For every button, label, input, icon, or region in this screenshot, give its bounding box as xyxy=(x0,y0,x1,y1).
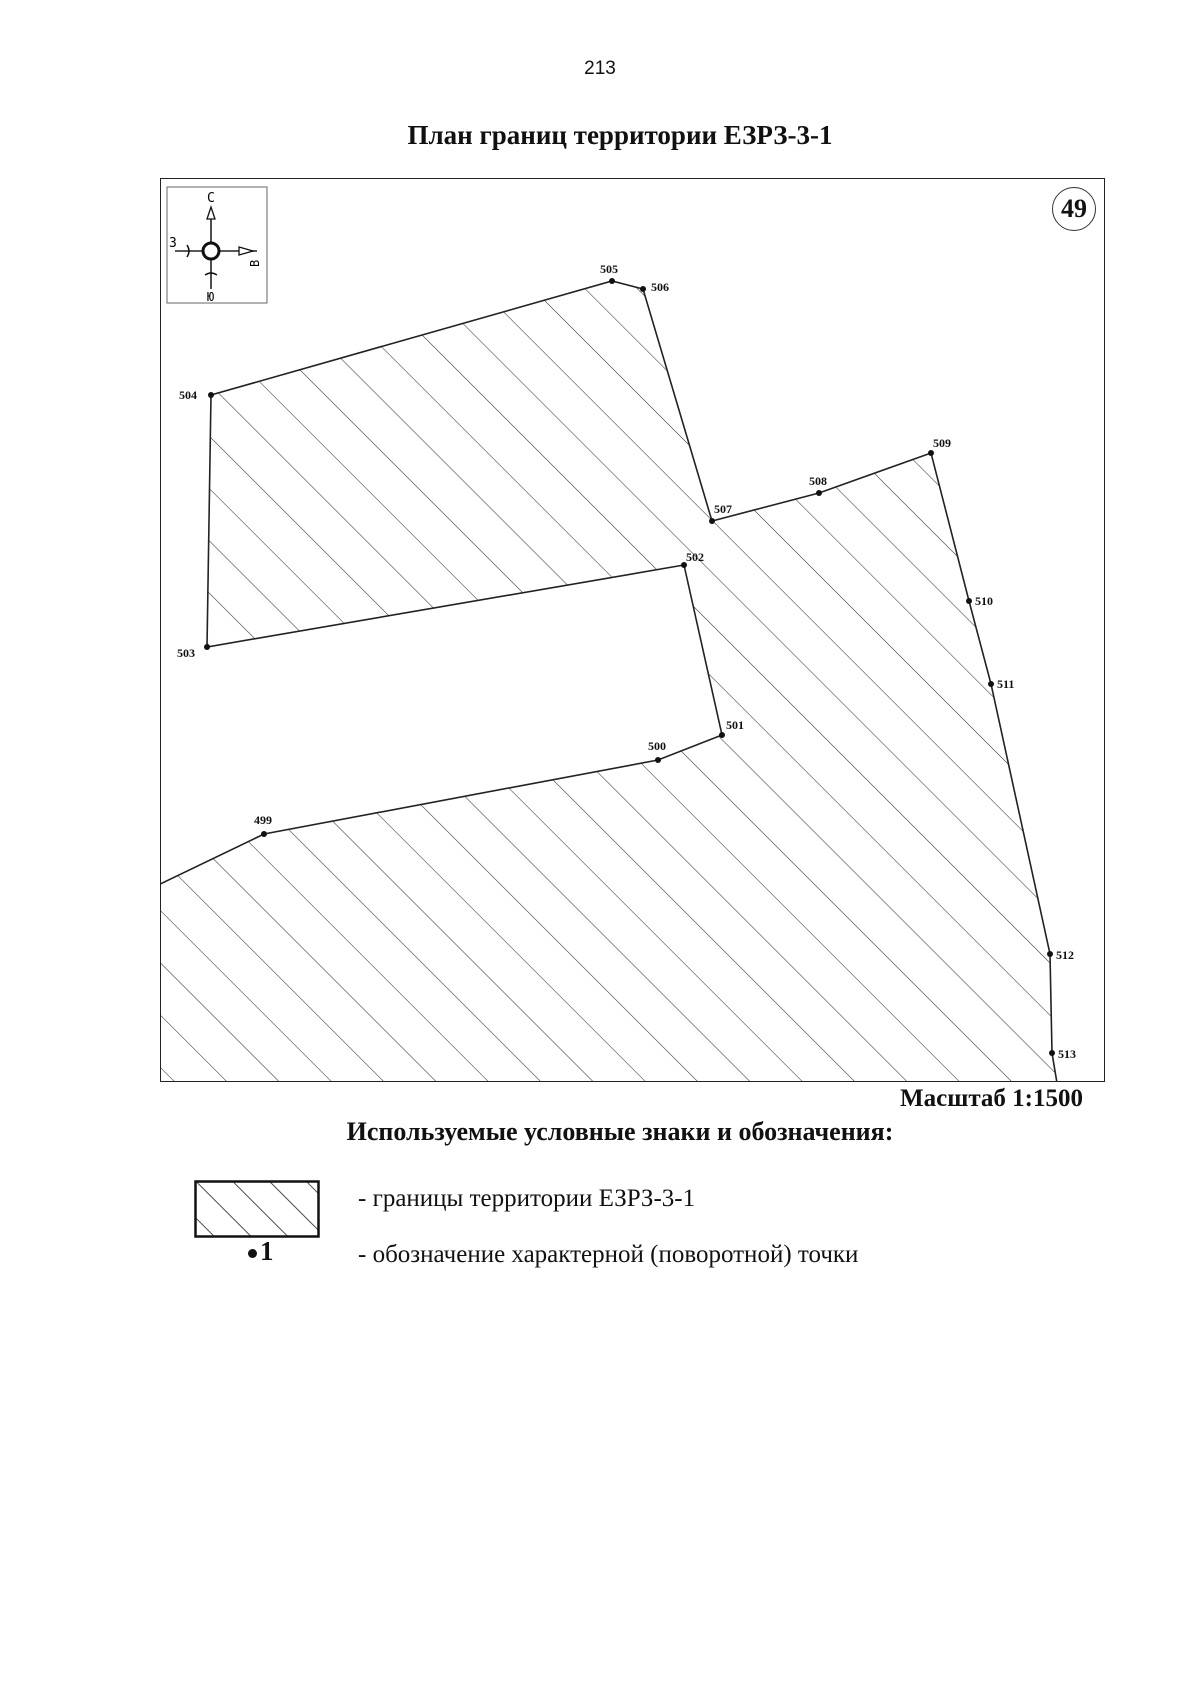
boundary-point-label-500: 500 xyxy=(648,739,666,753)
boundary-point-509 xyxy=(928,450,934,456)
boundary-point-510 xyxy=(966,598,972,604)
boundary-point-label-504: 504 xyxy=(179,388,197,402)
point-dot-icon xyxy=(248,1249,257,1258)
boundary-point-label-501: 501 xyxy=(726,718,744,732)
boundary-point-503 xyxy=(204,644,210,650)
boundary-point-label-499: 499 xyxy=(254,813,272,827)
sheet-number-badge: 49 xyxy=(1052,187,1096,231)
boundary-point-505 xyxy=(609,278,615,284)
boundary-point-label-509: 509 xyxy=(933,436,951,450)
boundary-point-513 xyxy=(1049,1050,1055,1056)
territory-hatched-area xyxy=(161,281,1058,1082)
boundary-point-507 xyxy=(709,518,715,524)
boundary-point-label-506: 506 xyxy=(651,280,669,294)
map-scale: Масштаб 1:1500 xyxy=(900,1085,1083,1112)
compass-south-label: Ю xyxy=(207,290,215,304)
legend-item-boundary: - границы территории ЕЗРЗ-3-1 xyxy=(358,1185,696,1212)
boundary-point-508 xyxy=(816,490,822,496)
page-title: План границ территории ЕЗРЗ-3-1 xyxy=(407,120,833,150)
boundary-point-501 xyxy=(719,732,725,738)
boundary-point-label-510: 510 xyxy=(975,594,993,608)
compass-east-label: В xyxy=(248,259,262,267)
page-number: 213 xyxy=(584,58,616,79)
boundary-point-label-507: 507 xyxy=(714,502,732,516)
boundary-point-label-513: 513 xyxy=(1058,1047,1076,1061)
boundary-point-504 xyxy=(208,392,214,398)
boundary-point-label-502: 502 xyxy=(686,550,704,564)
boundary-point-506 xyxy=(640,286,646,292)
boundary-point-512 xyxy=(1047,951,1053,957)
legend-hatch-swatch xyxy=(194,1180,320,1240)
legend-item-point: - обозначение характерной (поворотной) точки xyxy=(358,1241,859,1268)
boundary-point-label-512: 512 xyxy=(1056,948,1074,962)
boundary-point-511 xyxy=(988,681,994,687)
map-frame xyxy=(160,178,1105,1082)
compass-north-label: С xyxy=(207,191,215,206)
territory-map xyxy=(161,179,1105,1082)
boundary-point-label-505: 505 xyxy=(600,262,618,276)
legend-point-symbol: 1 xyxy=(248,1236,274,1267)
boundary-point-499 xyxy=(261,831,267,837)
compass-west-label: З xyxy=(169,236,177,251)
boundary-point-label-511: 511 xyxy=(997,677,1015,691)
compass-rose-icon xyxy=(167,187,267,304)
boundary-point-label-503: 503 xyxy=(177,646,195,660)
boundary-point-500 xyxy=(655,757,661,763)
boundary-point-label-508: 508 xyxy=(809,474,827,488)
legend-title: Используемые условные знаки и обозначения: xyxy=(346,1117,894,1146)
